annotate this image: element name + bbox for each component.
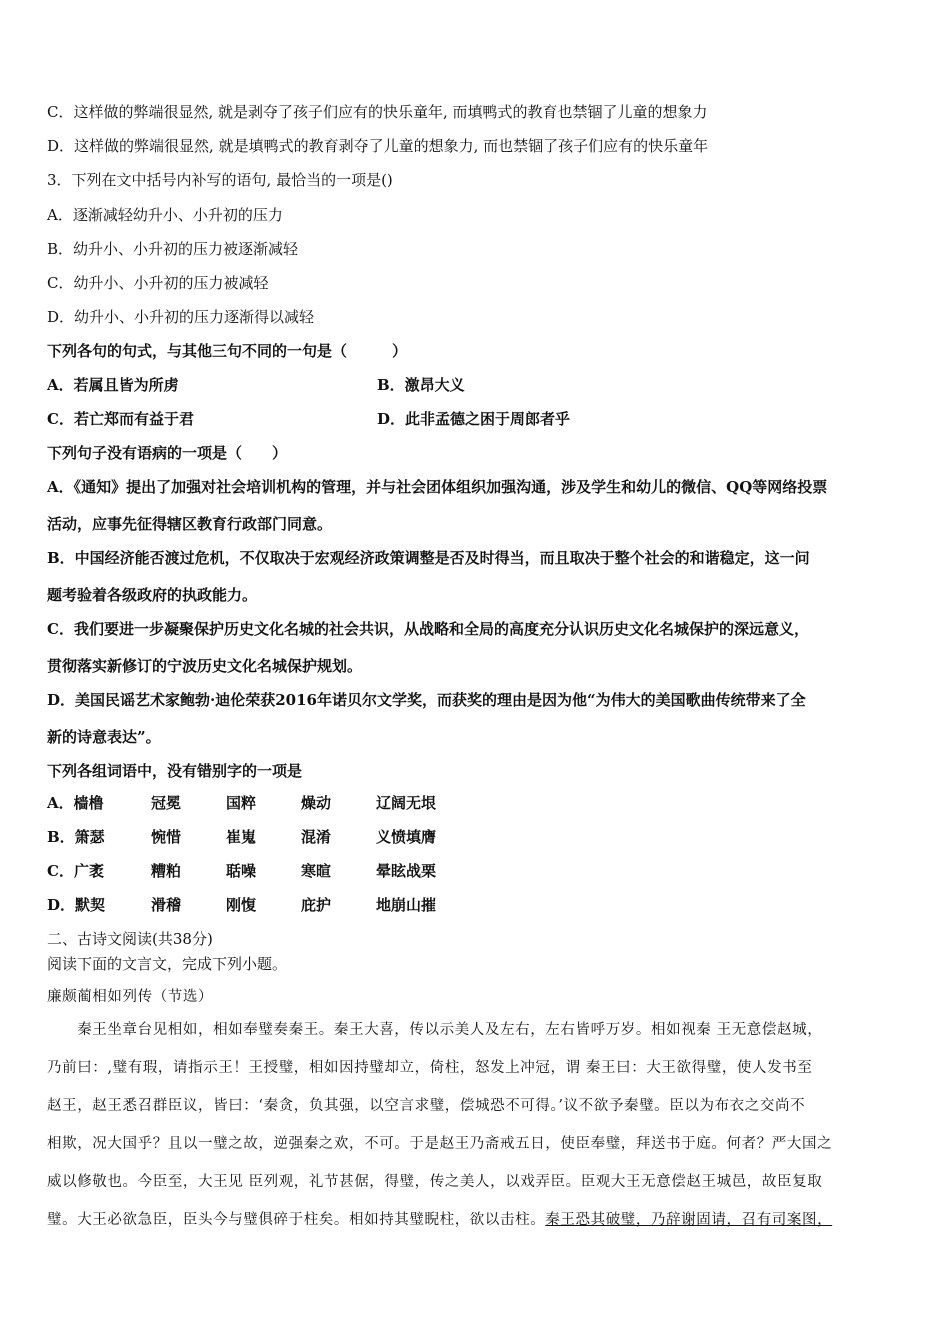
typo-word: D．默契 — [47, 896, 106, 914]
grammar-option-b-line1: B．中国经济能否渡过危机，不仅取决于宏观经济政策调整是否及时得当，而且取决于整个社会的和谐稳定，这一问 — [47, 549, 810, 567]
q2-option-d: D．这样做的弊端很显然, 就是填鸭式的教育剥夺了儿童的想象力, 而也禁锢了孩子们应有的快乐童年 — [47, 137, 709, 155]
passage-line: 威以修敬也。今臣至，大王见 臣列观，礼节甚倨，得璧，传之美人，以戏弄臣。臣观大王无意偿赵王城邑，故臣复取 — [47, 1174, 823, 1190]
passage-line: 秦王坐章台见相如，相如奉璧奏秦王。秦王大喜，传以示美人及左右，左右皆呼万岁。相如视秦 王无意偿赵城， — [47, 1022, 823, 1038]
q3-option-a: A．逐渐减轻幼升小、小升初的压力 — [47, 206, 283, 224]
typo-word: 国粹 — [226, 794, 257, 812]
q3-option-c: C．幼升小、小升初的压力被减轻 — [47, 274, 269, 292]
grammar-question-stem: 下列句子没有语病的一项是（ ） — [47, 444, 288, 462]
typo-word: 聒噪 — [226, 862, 257, 880]
syntax-option-c: C．若亡郑而有益于君 — [47, 410, 194, 428]
passage-title: 廉颇蔺相如列传（节选） — [47, 989, 214, 1005]
passage-line-last — [47, 1210, 832, 1230]
q3-option-b: B．幼升小、小升初的压力被逐渐减轻 — [47, 240, 299, 258]
typo-word: 寒暄 — [301, 862, 332, 880]
typo-word: 庇护 — [301, 896, 332, 914]
underlined-sentence: 秦王恐其破璧，乃辞谢固请，召有司案图， — [545, 1212, 833, 1228]
syntax-option-b: B．激昂大义 — [377, 376, 465, 394]
syntax-question-stem: 下列各句的句式，与其他三句不同的一句是（ ） — [47, 342, 408, 360]
syntax-option-d: D．此非孟德之困于周郎者乎 — [377, 410, 571, 428]
typo-word: 燥动 — [301, 794, 332, 812]
grammar-option-d-line1: D．美国民谣艺术家鲍勃·迪伦荣获2016年诺贝尔文学奖，而获奖的理由是因为他“为伟大的美国歌曲传统带来了全 — [47, 691, 806, 709]
grammar-option-c-line1: C．我们要进一步凝聚保护历史文化名城的社会共识，从战略和全局的高度充分认识历史文化名城保护的深远意义， — [47, 620, 809, 638]
q3-option-d: D．幼升小、小升初的压力逐渐得以减轻 — [47, 308, 315, 326]
section-title: 二、古诗文阅读(共38分) — [47, 930, 213, 948]
typo-word: 地崩山摧 — [376, 896, 437, 914]
typo-word: 混淆 — [301, 828, 332, 846]
typo-word: 糟粕 — [151, 862, 182, 880]
grammar-option-a-line1: A．《通知》提出了加强对社会培训机构的管理，并与社会团体组织加强沟通，涉及学生和幼儿的微信、QQ等网络投票 — [47, 478, 828, 496]
typo-word: 冠冕 — [151, 794, 182, 812]
q2-option-c: C．这样做的弊端很显然, 就是剥夺了孩子们应有的快乐童年, 而填鸭式的教育也禁锢了儿童的想象力 — [47, 103, 708, 121]
grammar-option-a-line2: 活动，应事先征得辖区教育行政部门同意。 — [47, 515, 333, 533]
typo-word: 滑稽 — [151, 896, 182, 914]
typo-word: 义愤填膺 — [376, 828, 437, 846]
typo-question-stem: 下列各组词语中，没有错别字的一项是 — [47, 762, 303, 780]
section-instruction: 阅读下面的文言文，完成下列小题。 — [47, 955, 288, 973]
q3-stem: 3．下列在文中括号内补写的语句, 最恰当的一项是() — [47, 171, 393, 189]
typo-word: 崔嵬 — [226, 828, 257, 846]
syntax-option-a: A．若属且皆为所虏 — [47, 376, 179, 394]
grammar-option-c-line2: 贯彻落实新修订的宁波历史文化名城保护规划。 — [47, 657, 363, 675]
typo-word: B．箫瑟 — [47, 828, 105, 846]
typo-word: A．樯橹 — [47, 794, 104, 812]
grammar-option-d-line2: 新的诗意表达”。 — [47, 728, 161, 746]
typo-word: 刚愎 — [226, 896, 257, 914]
passage-line: 乃前曰：,璧有瑕，请指示王！王授璧，相如因持璧却立，倚柱，怒发上冲冠，谓 秦王曰：大王欲得璧，使人发书至 — [47, 1060, 813, 1076]
typo-word: 辽阔无垠 — [376, 794, 437, 812]
passage-text: 璧。大王必欲急臣，臣头今与璧俱碎于柱矣。相如持其璧睨柱，欲以击柱。 — [47, 1212, 546, 1228]
passage-line: 相欺，况大国乎？且以一璧之故，逆强秦之欢，不可。于是赵王乃斋戒五日，使臣奉璧，拜送书于庭。何者？严大国之 — [47, 1136, 833, 1152]
typo-word: 晕眩战栗 — [376, 862, 437, 880]
typo-word: 惋惜 — [151, 828, 182, 846]
typo-word: C．广袤 — [47, 862, 104, 880]
grammar-option-b-line2: 题考验着各级政府的执政能力。 — [47, 586, 258, 604]
passage-line: 赵王，赵王悉召群臣议，皆曰：‘秦贪，负其强，以空言求璧，偿城恐不可得。’议不欲予秦璧。臣以为布衣之交尚不 — [47, 1098, 806, 1114]
